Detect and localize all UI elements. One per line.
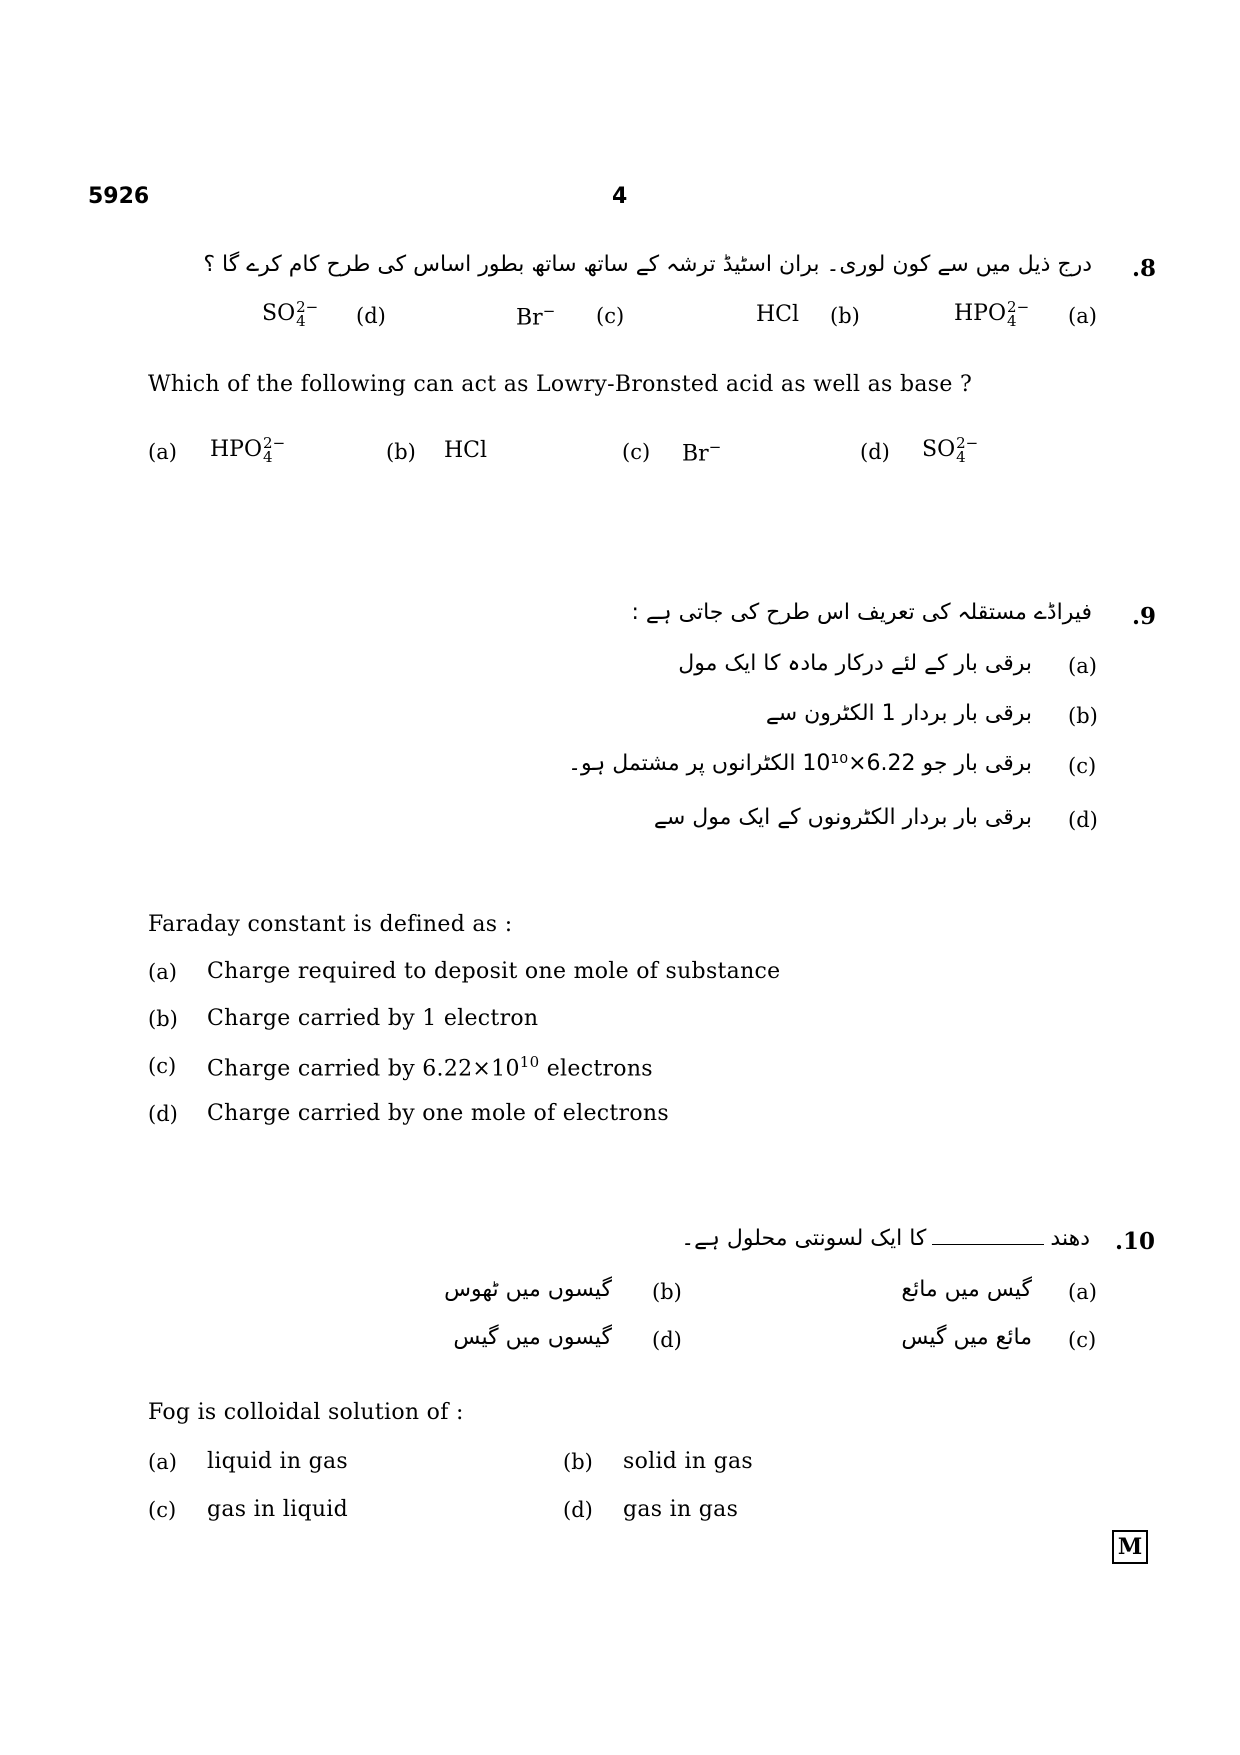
q8-en-label-c: (c)	[622, 440, 651, 464]
q10-number: .10	[1115, 1228, 1156, 1255]
q9-en-option-a: Charge required to deposit one mole of substance	[207, 959, 781, 984]
q10-english-question: Fog is colloidal solution of :	[148, 1400, 464, 1425]
q8-en-formula-b: HCl	[444, 438, 488, 463]
q8-en-formula-c: Br−	[682, 438, 722, 467]
q9-en-option-d: Charge carried by one mole of electrons	[207, 1101, 669, 1126]
q10-en-option-a: liquid in gas	[207, 1449, 349, 1474]
medium-mark: M	[1112, 1530, 1148, 1564]
q10-en-label-d: (d)	[563, 1498, 593, 1522]
q10-urdu-option-d: گیسوں میں گیس	[453, 1325, 612, 1350]
q9-en-option-b: Charge carried by 1 electron	[207, 1006, 539, 1031]
q8-urdu-question: درج ذیل میں سے کون لوری۔ بران اسٹیڈ ترشہ کے ساتھ ساتھ بطور اساس کی طرح کام کرے گا ؟	[203, 252, 1092, 277]
q9-urdu-label-a: (a)	[1068, 654, 1097, 678]
q9-number: .9	[1132, 603, 1157, 630]
q9-urdu-label-b: (b)	[1068, 704, 1098, 728]
q8-urdu-formula-b: HCl	[756, 302, 800, 327]
q8-en-formula-a: HPO 2− 4	[210, 434, 286, 466]
q10-en-label-a: (a)	[148, 1450, 177, 1474]
q10-urdu-option-b: گیسوں میں ٹھوس	[444, 1277, 612, 1302]
q10-urdu-question: دھندکا ایک لسونتی محلول ہے۔	[681, 1226, 1090, 1251]
q10-en-option-c: gas in liquid	[207, 1497, 349, 1522]
q10-en-option-b: solid in gas	[623, 1449, 753, 1474]
page-number: 4	[612, 184, 628, 209]
q9-urdu-label-c: (c)	[1068, 754, 1097, 778]
q10-urdu-option-c: مائع میں گیس	[901, 1325, 1032, 1350]
q9-urdu-label-d: (d)	[1068, 808, 1098, 832]
q9-en-label-a: (a)	[148, 960, 177, 984]
q8-en-formula-d: SO 2− 4	[922, 434, 979, 466]
q8-urdu-formula-a: HPO 2− 4	[954, 298, 1030, 330]
q10-en-option-d: gas in gas	[623, 1497, 739, 1522]
q8-number: .8	[1132, 255, 1157, 282]
q8-urdu-label-d: (d)	[356, 304, 386, 328]
q9-urdu-option-c: برقی بار جو 6.22×10¹⁰ الکٹرانوں پر مشتمل ہو۔	[568, 751, 1032, 776]
q8-urdu-label-c: (c)	[596, 304, 625, 328]
q8-urdu-formula-d: SO 2− 4	[262, 298, 319, 330]
q9-en-label-b: (b)	[148, 1007, 178, 1031]
q9-urdu-option-b: برقی بار بردار 1 الکٹرون سے	[765, 701, 1032, 726]
q10-urdu-label-c: (c)	[1068, 1328, 1097, 1352]
q8-en-label-d: (d)	[860, 440, 890, 464]
q8-urdu-label-b: (b)	[830, 304, 860, 328]
q9-urdu-option-d: برقی بار بردار الکٹرونوں کے ایک مول سے	[653, 805, 1032, 830]
q10-urdu-label-b: (b)	[652, 1280, 682, 1304]
paper-code: 5926	[88, 184, 150, 209]
q10-urdu-label-d: (d)	[652, 1328, 682, 1352]
q9-urdu-option-a: برقی بار کے لئے درکار مادہ کا ایک مول	[678, 651, 1032, 676]
q10-urdu-label-a: (a)	[1068, 1280, 1097, 1304]
q10-blank	[932, 1243, 1044, 1245]
q10-en-label-b: (b)	[563, 1450, 593, 1474]
q9-en-label-c: (c)	[148, 1054, 177, 1078]
q9-english-question: Faraday constant is defined as :	[148, 912, 513, 937]
q8-en-label-a: (a)	[148, 440, 177, 464]
q9-en-option-c: Charge carried by $6.22\times 10^{10}$ electrons	[207, 1053, 653, 1082]
q8-urdu-label-a: (a)	[1068, 304, 1097, 328]
q10-en-label-c: (c)	[148, 1498, 177, 1522]
q9-en-label-d: (d)	[148, 1102, 178, 1126]
q8-en-label-b: (b)	[386, 440, 416, 464]
q8-urdu-formula-c: Br−	[516, 302, 556, 331]
q8-english-question: Which of the following can act as Lowry-Bronsted acid as well as base ?	[148, 372, 973, 397]
q9-urdu-question: فیراڈے مستقلہ کی تعریف اس طرح کی جاتی ہے :	[631, 600, 1092, 625]
q10-urdu-option-a: گیس میں مائع	[901, 1277, 1032, 1302]
